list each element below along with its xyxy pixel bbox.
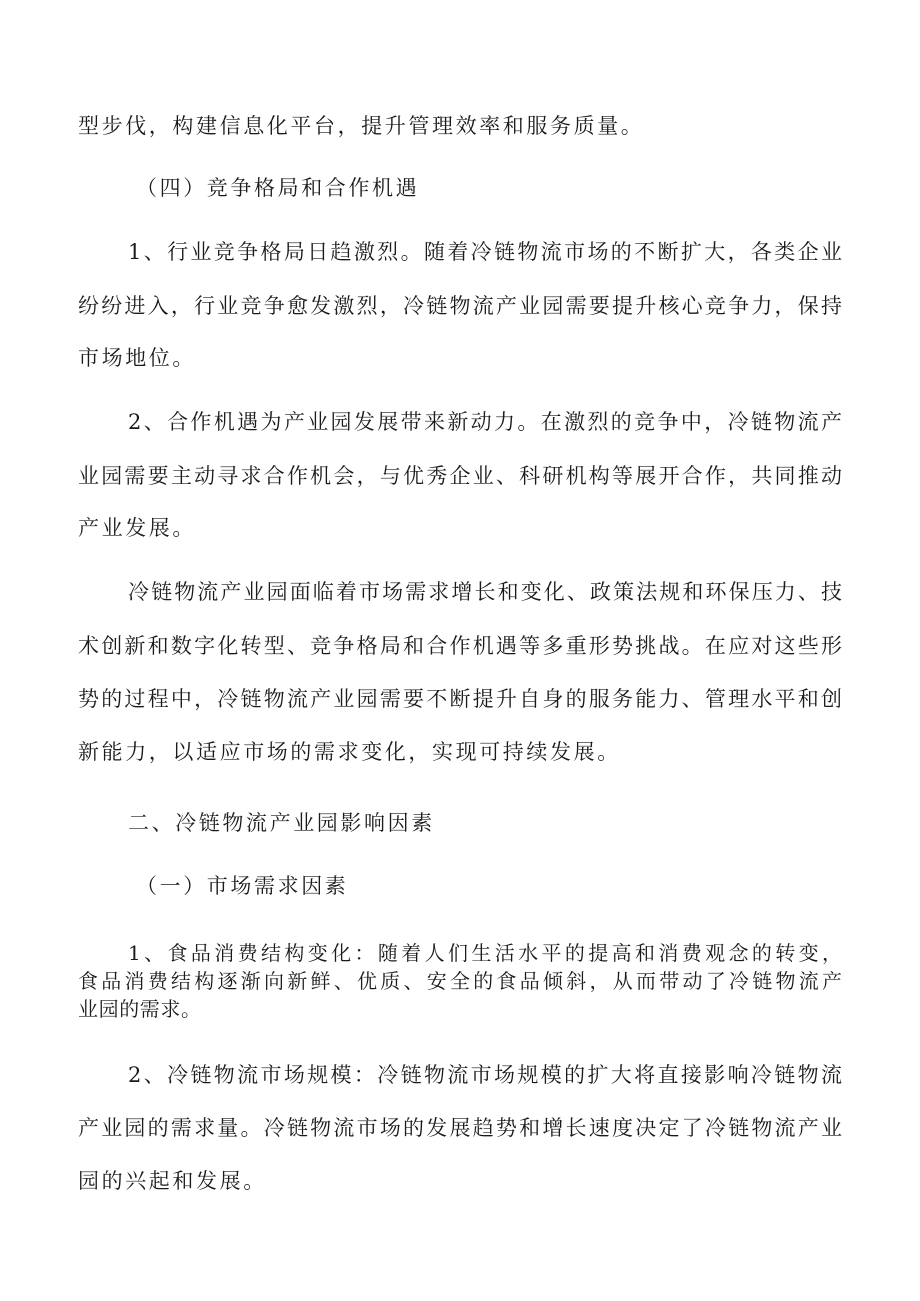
paragraph-line: 势的过程中，冷链物流产业园需要不断提升自身的服务能力、管理水平和创 xyxy=(78,687,842,711)
paragraph-line: 食品消费结构逐渐向新鲜、优质、安全的食品倾斜，从而带动了冷链物流产 xyxy=(78,969,842,993)
paragraph-line: 新能力，以适应市场的需求变化，实现可持续发展。 xyxy=(78,740,621,764)
paragraph-line: 1、行业竞争格局日趋激烈。随着冷链物流市场的不断扩大，各类企业 xyxy=(128,240,842,264)
section-heading-competition: （四）竞争格局和合作机遇 xyxy=(136,176,420,200)
paragraph-line: 园的兴起和发展。 xyxy=(78,1169,267,1193)
paragraph-line: 市场地位。 xyxy=(78,346,196,370)
paragraph-line: 业园需要主动寻求合作机会，与优秀企业、科研机构等展开合作，共同推动 xyxy=(78,464,842,488)
paragraph-line: 业园的需求。 xyxy=(78,997,202,1021)
paragraph-line: 型步伐，构建信息化平台，提升管理效率和服务质量。 xyxy=(78,114,645,138)
paragraph-line: 产业发展。 xyxy=(78,516,196,540)
paragraph-line: 纷纷进入，行业竞争愈发激烈，冷链物流产业园需要提升核心竞争力，保持 xyxy=(78,294,842,318)
paragraph-line: 1、食品消费结构变化：随着人们生活水平的提高和消费观念的转变， xyxy=(128,941,842,965)
paragraph-line: 产业园的需求量。冷链物流市场的发展趋势和增长速度决定了冷链物流产业 xyxy=(78,1116,842,1140)
paragraph-line: 冷链物流产业园面临着市场需求增长和变化、政策法规和环保压力、技 xyxy=(128,580,842,604)
chapter-heading-influencing-factors: 二、冷链物流产业园影响因素 xyxy=(128,811,435,835)
paragraph-line: 2、合作机遇为产业园发展带来新动力。在激烈的竞争中，冷链物流产 xyxy=(128,410,842,434)
paragraph-line: 术创新和数字化转型、竞争格局和合作机遇等多重形势挑战。在应对这些形 xyxy=(78,634,842,658)
paragraph-line: 2、冷链物流市场规模：冷链物流市场规模的扩大将直接影响冷链物流 xyxy=(128,1063,842,1087)
section-heading-market-demand: （一）市场需求因素 xyxy=(136,874,349,898)
